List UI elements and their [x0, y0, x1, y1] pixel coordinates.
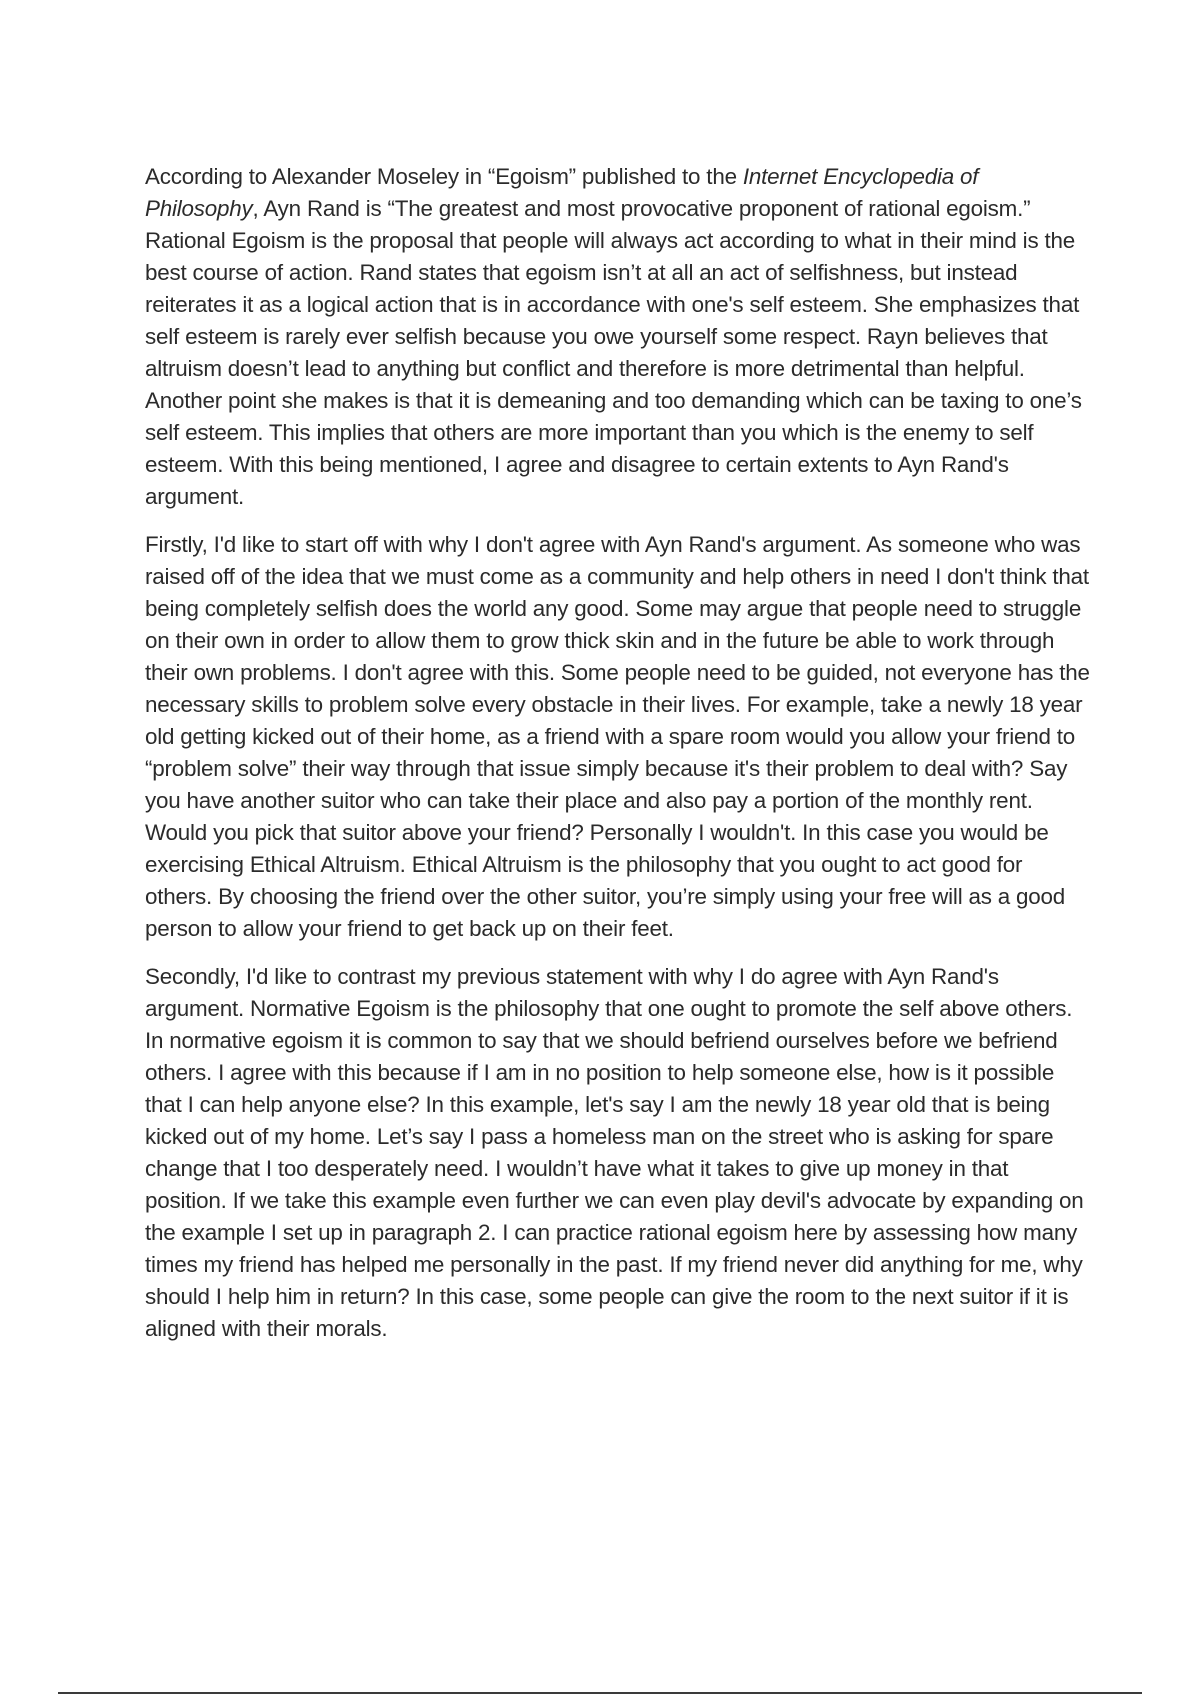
page-bottom-rule — [58, 1692, 1142, 1694]
paragraph-1 — [145, 161, 1090, 513]
source-title: Internet Encyclopedia of Philosophy — [145, 164, 979, 221]
paragraph-1-body: , Ayn Rand is “The greatest and most provocative proponent of rational egoism.” Rational Egoism is the proposal that people will always act according to what in their mind is the best course of action. Rand states that egoism isn’t at all an act of selfishness, but instead reiterates it as a logical action that is in accordance with one's self esteem. She emphasizes that self esteem is rarely ever selfish because you owe yourself some respect. Rayn believes that altruism doesn’t lead to anything but conflict and therefore is more detrimental than helpful. Another point she makes is that it is demeaning and too demanding which can be taxing to one’s self esteem. This implies that others are more important than you which is the enemy to self esteem. With this being mentioned, I agree and disagree to certain extents to Ayn Rand's argument. — [145, 196, 1082, 509]
paragraph-2: Firstly, I'd like to start off with why I don't agree with Ayn Rand's argument. As someone who was raised off of the idea that we must come as a community and help others in need I don't think that being completely selfish does the world any good. Some may argue that people need to struggle on their own in order to allow them to grow thick skin and in the future be able to work through their own problems. I don't agree with this. Some people need to be guided, not everyone has the necessary skills to problem solve every obstacle in their lives. For example, take a newly 18 year old getting kicked out of their home, as a friend with a spare room would you allow your friend to “problem solve” their way through that issue simply because it's their problem to deal with? Say you have another suitor who can take their place and also pay a portion of the monthly rent. Would you pick that suitor above your friend? Personally I wouldn't. In this case you would be exercising Ethical Altruism. Ethical Altruism is the philosophy that you ought to act good for others. By choosing the friend over the other suitor, you’re simply using your free will as a good person to allow your friend to get back up on their feet. — [145, 532, 1090, 941]
essay-body — [145, 161, 1090, 1361]
paragraph-1-intro: According to Alexander Moseley in “Egoism” published to the — [145, 164, 743, 189]
paragraph-3: Secondly, I'd like to contrast my previous statement with why I do agree with Ayn Rand's argument. Normative Egoism is the philosophy that one ought to promote the self above others. In normative egoism it is common to say that we should befriend ourselves before we befriend others. I agree with this because if I am in no position to help someone else, how is it possible that I can help anyone else? In this example, let's say I am the newly 18 year old that is being kicked out of my home. Let’s say I pass a homeless man on the street who is asking for spare change that I too desperately need. I wouldn’t have what it takes to give up money in that position. If we take this example even further we can even play devil's advocate by expanding on the example I set up in paragraph 2. I can practice rational egoism here by assessing how many times my friend has helped me personally in the past. If my friend never did anything for me, why should I help him in return? In this case, some people can give the room to the next suitor if it is aligned with their morals. — [145, 964, 1084, 1341]
